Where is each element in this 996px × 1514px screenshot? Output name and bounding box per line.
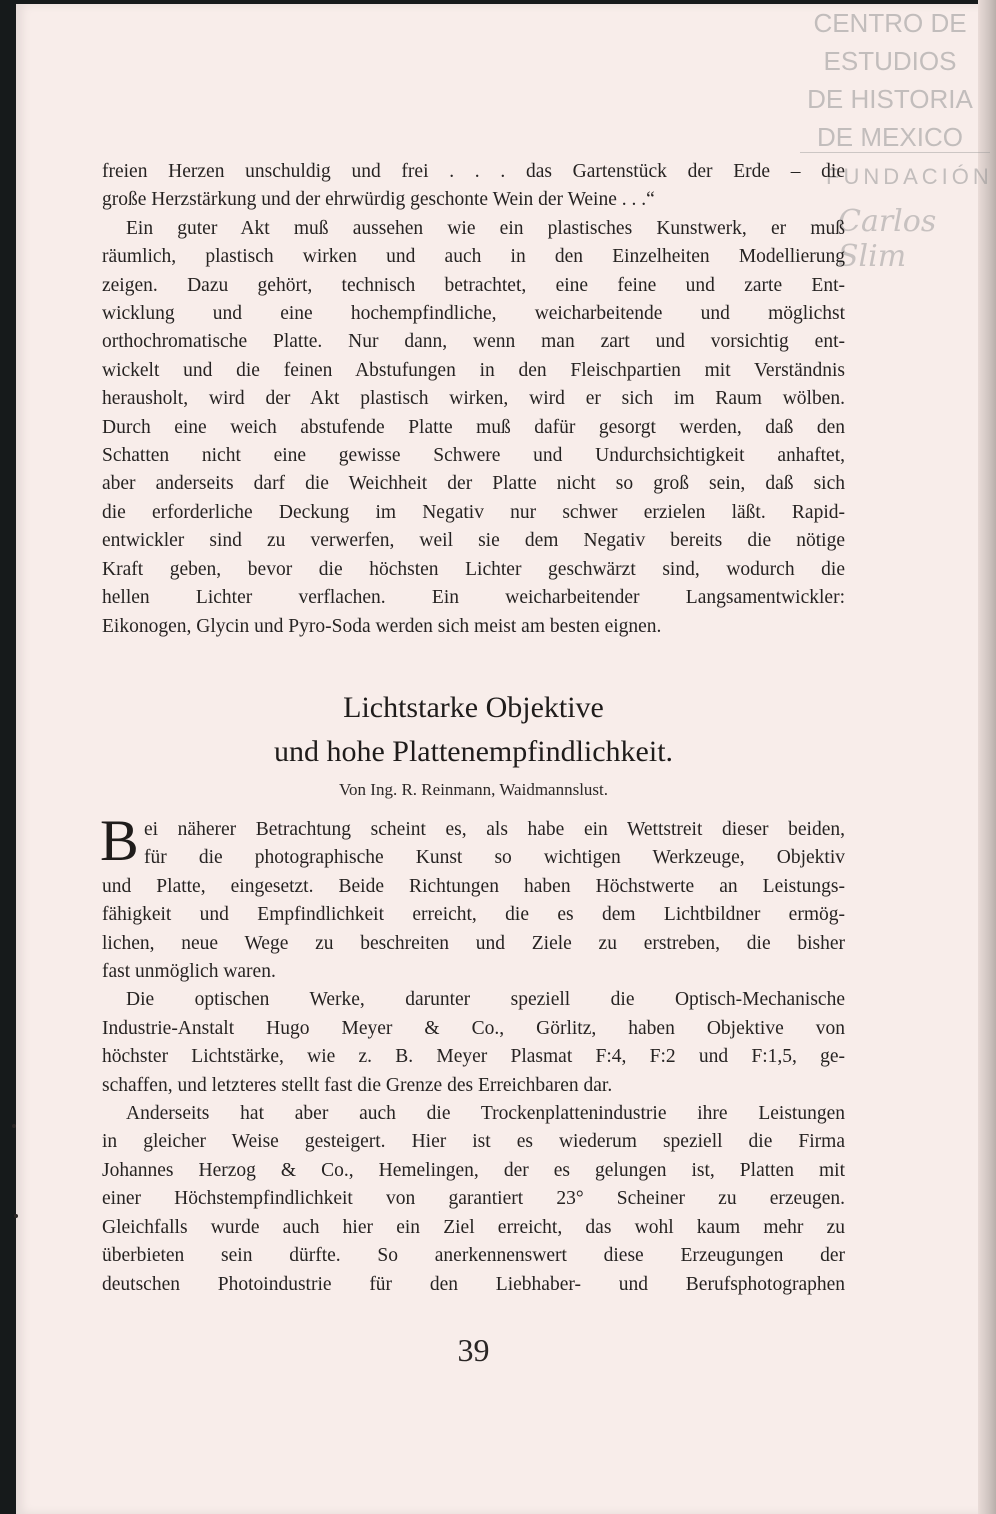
margin-speck: [12, 1124, 16, 1128]
text-line: und Platte, eingesetzt. Beide Richtungen haben Höchstwerte an Leistungs-: [102, 875, 845, 897]
text-line: Kraft geben, bevor die höchsten Lichter geschwärzt sind, wodurch die: [102, 558, 845, 580]
continuation-paragraphs: [102, 158, 845, 641]
watermark-line: DE HISTORIA: [807, 84, 973, 114]
text-line: Eikonogen, Glycin und Pyro-Soda werden sich meist am besten eignen.: [102, 615, 662, 637]
article-title-line-2: und hohe Plattenempfindlichkeit.: [273, 735, 674, 768]
article-byline: Von Ing. R. Reinmann, Waidmannslust.: [338, 780, 609, 799]
article-body: [102, 816, 845, 1299]
text-line: hellen Lichter verflachen. Ein weicharbeitender Langsamentwickler:: [102, 587, 845, 609]
margin-speck: [14, 1214, 18, 1218]
text-line: lichen, neue Wege zu beschreiten und Ziele zu erstreben, die bisher: [102, 932, 845, 954]
text-line: überbieten sein dürfte. So anerkennenswert diese Erzeugungen der: [102, 1245, 845, 1267]
text-line: entwickler sind zu verwerfen, weil sie dem Negativ bereits die nötige: [102, 530, 845, 552]
drop-cap: B: [100, 808, 139, 873]
text-line: fähigkeit und Empfindlichkeit erreicht, die es dem Lichtbildner ermög-: [102, 904, 845, 926]
page-number: 39: [457, 1332, 490, 1368]
text-line: Johannes Herzog & Co., Hemelingen, der es gelungen ist, Platten mit: [102, 1159, 845, 1181]
text-line: freien Herzen unschuldig und frei . . . das Gartenstück der Erde – die: [102, 161, 845, 182]
text-line: Anderseits hat aber auch die Trockenplattenindustrie ihre Leistungen: [126, 1103, 845, 1125]
text-line: aber anderseits darf die Weichheit der Platte nicht so groß sein, daß sich: [102, 473, 845, 495]
text-line: ei näherer Betrachtung scheint es, als habe ein Wettstreit dieser beiden,: [144, 819, 845, 840]
text-line: Industrie-Anstalt Hugo Meyer & Co., Görlitz, haben Objektive von: [102, 1017, 845, 1039]
text-line: Schatten nicht eine gewisse Schwere und Undurchsichtigkeit anhaftet,: [102, 445, 845, 467]
text-line: Gleichfalls wurde auch hier ein Ziel erreicht, das wohl kaum mehr zu: [102, 1216, 845, 1238]
text-line: deutschen Photoindustrie für den Liebhaber- und Berufsphotographen: [102, 1273, 845, 1295]
text-line: große Herzstärkung und der ehrwürdig geschonte Wein der Weine . . .“: [102, 189, 655, 211]
watermark-line: DE MEXICO: [817, 122, 963, 152]
text-line: schaffen, und letzteres stellt fast die Grenze des Erreichbaren dar.: [102, 1074, 613, 1096]
text-line: Die optischen Werke, darunter speziell die Optisch-Mechanische: [126, 989, 845, 1011]
watermark-divider: [800, 152, 990, 153]
text-line: wicklung und eine hochempfindliche, weicharbeitende und möglichst: [102, 303, 845, 325]
text-line: Durch eine weich abstufende Platte muß dafür gesorgt werden, daß den: [102, 416, 845, 438]
watermark-signature: Carlos Slim: [838, 204, 937, 274]
archive-watermark: [790, 4, 990, 156]
text-line: einer Höchstempfindlichkeit von garantiert 23° Scheiner zu erzeugen.: [102, 1188, 845, 1210]
text-line: herausholt, wird der Akt plastisch wirken, wird er sich im Raum wölben.: [102, 388, 845, 410]
text-line: die erforderliche Deckung im Negativ nur schwer erzielen läßt. Rapid-: [102, 501, 845, 523]
article-title-line-1: Lichtstarke Objektive: [343, 691, 604, 724]
text-line: räumlich, plastisch wirken und auch in den Einzelheiten Modellierung: [102, 246, 845, 268]
text-line: wickelt und die feinen Abstufungen in den Fleischpartien mit Verständnis: [102, 359, 845, 381]
text-line: in gleicher Weise gesteigert. Hier ist es wiederum speziell die Firma: [102, 1131, 845, 1153]
text-line: orthochromatische Platte. Nur dann, wenn man zart und vorsichtig ent-: [102, 331, 845, 353]
text-line: höchster Lichtstärke, wie z. B. Meyer Plasmat F:4, F:2 und F:1,5, ge-: [102, 1046, 845, 1068]
text-line: fast unmöglich waren.: [102, 961, 276, 983]
text-line: zeigen. Dazu gehört, technisch betrachtet, eine feine und zarte Ent-: [102, 274, 845, 296]
watermark-line: ESTUDIOS: [823, 46, 957, 76]
text-line: Ein guter Akt muß aussehen wie ein plastisches Kunstwerk, er muß: [126, 217, 845, 239]
text-line: für die photographische Kunst so wichtigen Werkzeuge, Objektiv: [144, 847, 845, 869]
watermark-foundation: FUNDACIÓN: [826, 164, 993, 189]
watermark-line: CENTRO DE: [813, 8, 967, 38]
